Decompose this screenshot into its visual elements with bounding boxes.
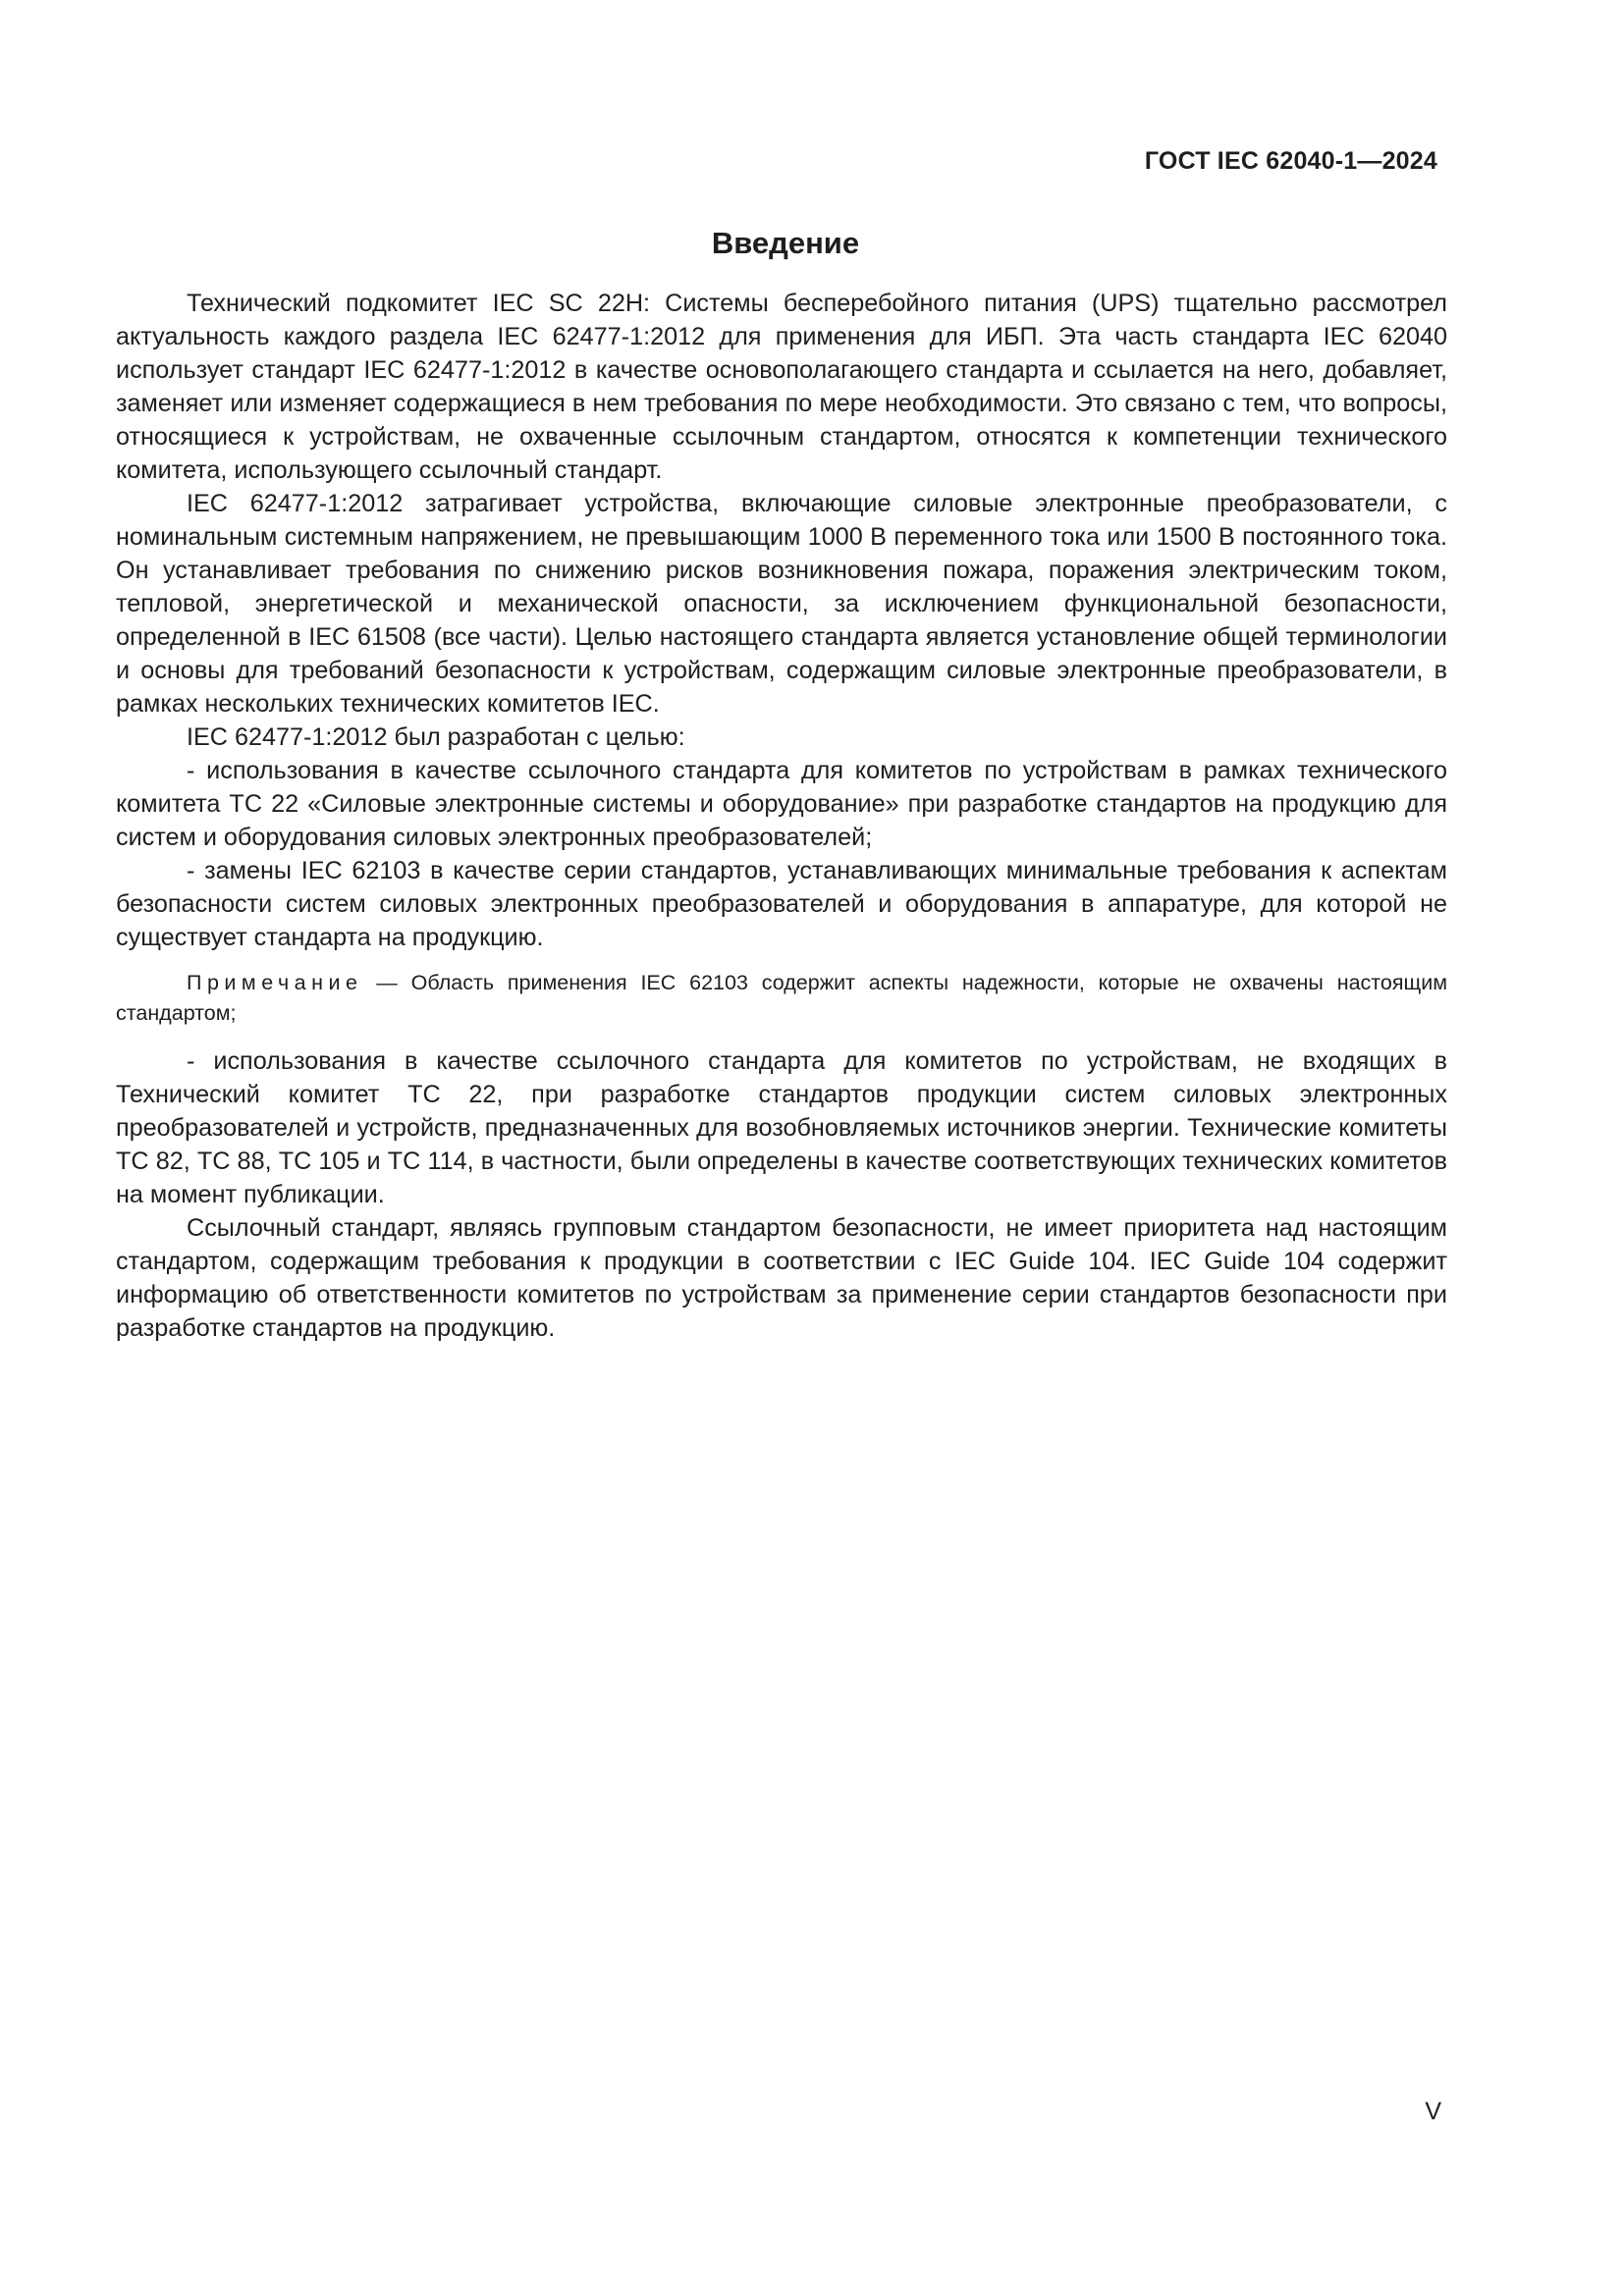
note-text: — Область применения IEC 62103 содержит аспекты надежности, которые не охвачены настоящим стандартом; <box>116 971 1447 1025</box>
list-item-tc22: - использования в качестве ссылочного стандарта для комитетов по устройствам в рамках технического комитета ТС 22 «Силовые электронные системы и оборудование» при разработке стандартов на продукцию для систем и оборудования силовых электронных преобразователей; <box>116 757 1447 851</box>
introduction-body <box>116 287 1447 1345</box>
document-code: ГОСТ IEC 62040-1—2024 <box>1144 147 1437 175</box>
list-item-other-committees: - использования в качестве ссылочного стандарта для комитетов по устройствам, не входящих в Технический комитет ТС 22, при разработке стандартов продукции систем силовых электронных преобразователей и устройств, предназначенных для возобновляемых источников энергии. Технические комитеты ТС 82, ТС 88, ТС 105 и ТС 114, в частности, были определены в качестве соответствующих технических комитетов на момент публикации. <box>116 1047 1447 1208</box>
note <box>116 968 1447 1029</box>
paragraph-purpose-intro: IEC 62477-1:2012 был разработан с целью: <box>187 723 685 751</box>
page-title: Введение <box>711 226 860 260</box>
list-item-iec62103: - замены IEC 62103 в качестве серии стандартов, устанавливающих минимальные требования к аспектам безопасности систем силовых электронных преобразователей и оборудования в аппаратуре, для которой не существует стандарта на продукцию. <box>116 857 1447 951</box>
page-number: V <box>1425 2098 1441 2125</box>
note-label: Примечание <box>187 971 363 994</box>
paragraph-scope: IEC 62477-1:2012 затрагивает устройства, включающие силовые электронные преобразователи, с номинальным системным напряжением, не превышающим 1000 В переменного тока или 1500 В постоянного тока. Он устанавливает требования по снижению рисков возникновения пожара, поражения электрическим током, тепловой, энергетической и механической опасности, за исключением функциональной безопасности, определенной в IEC 61508 (все части). Целью настоящего стандарта является установление общей терминологии и основы для требований безопасности к устройствам, содержащим силовые электронные преобразователи, в рамках нескольких технических комитетов IEC. <box>116 490 1447 718</box>
paragraph-subcommittee: Технический подкомитет IEC SC 22H: Системы бесперебойного питания (UPS) тщательно рассмотрел актуальность каждого раздела IEC 62477-1:2012 для применения для ИБП. Эта часть стандарта IEC 62040 использует стандарт IEC 62477-1:2012 в качестве основополагающего стандарта и ссылается на него, добавляет, заменяет или изменяет содержащиеся в нем требования по мере необходимости. Это связано с тем, что вопросы, относящиеся к устройствам, не охваченные ссылочным стандартом, относятся к компетенции технического комитета, использующего ссылочный стандарт. <box>116 290 1447 484</box>
paragraph-closing: Ссылочный стандарт, являясь групповым стандартом безопасности, не имеет приоритета над настоящим стандартом, содержащим требования к продукции в соответствии с IEC Guide 104. IEC Guide 104 содержит информацию об ответственности комитетов по устройствам за применение серии стандартов безопасности при разработке стандартов на продукцию. <box>116 1214 1447 1342</box>
